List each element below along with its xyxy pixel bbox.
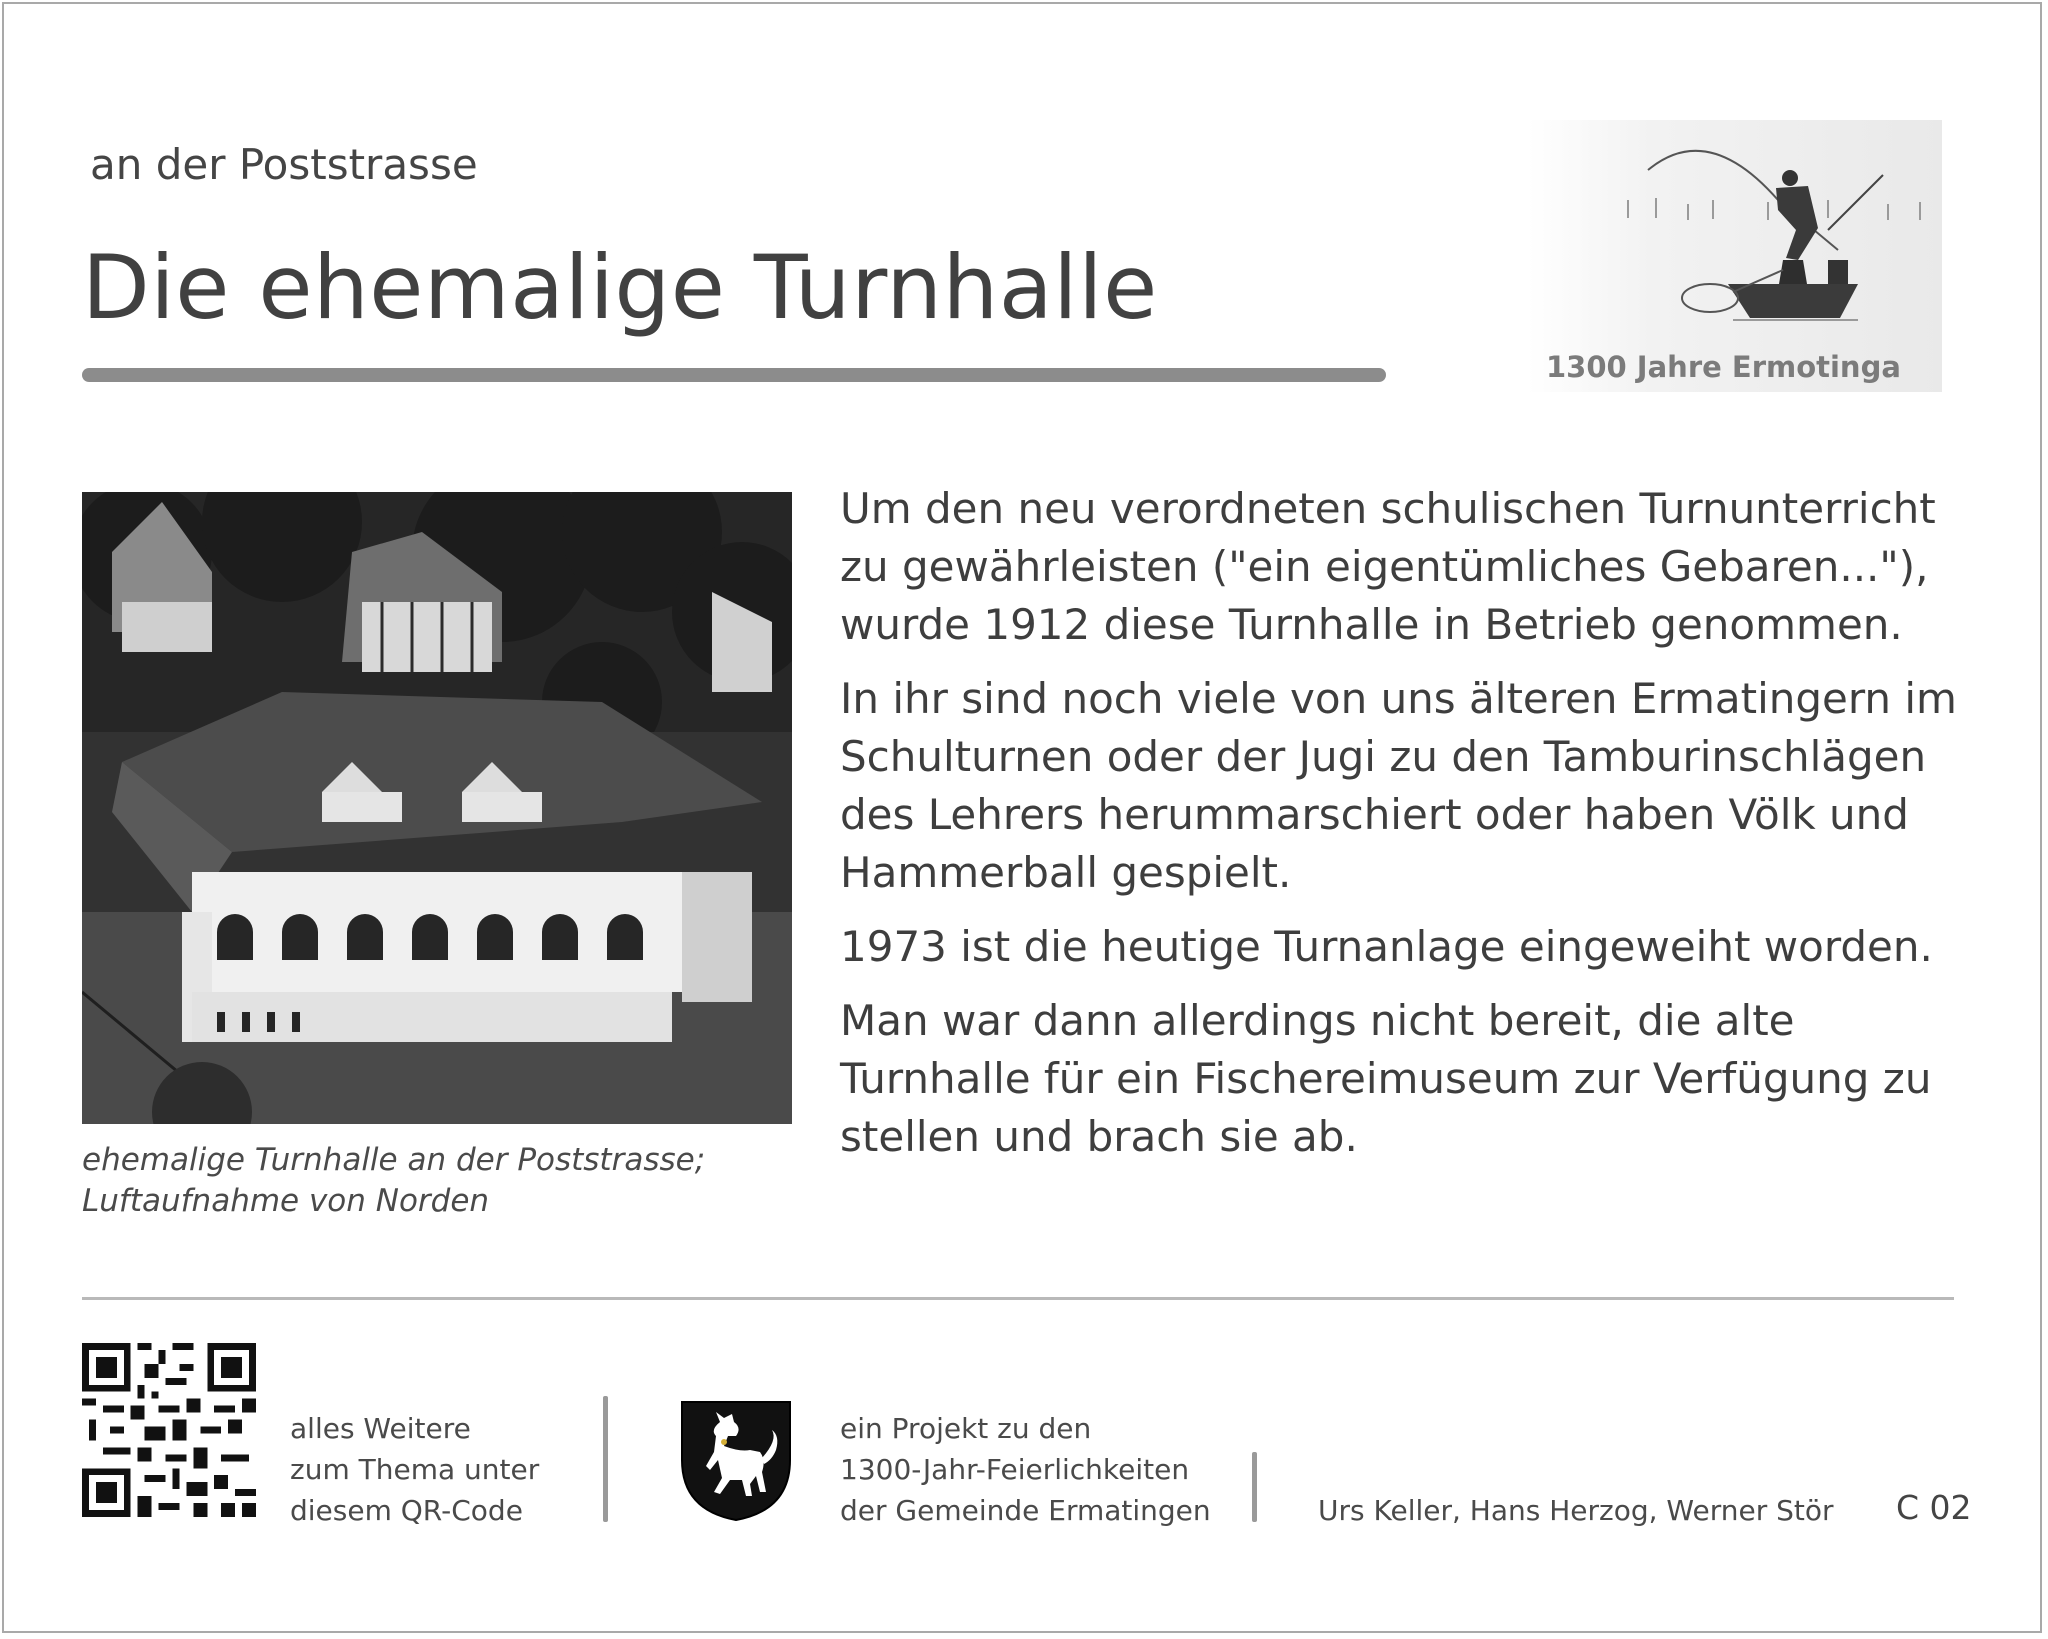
project-text-line-1: ein Projekt zu den <box>840 1412 1092 1445</box>
footer-separator-1 <box>603 1396 608 1522</box>
qr-text-line-3: diesem QR-Code <box>290 1494 523 1527</box>
paragraph-1: Um den neu verordneten schulischen Turnunterricht zu gewährleisten ("ein eigentümliches Gebaren..."), wurde 1912 diese Turnhalle in Betrieb genommen. <box>840 484 1936 649</box>
title-underline <box>82 368 1386 382</box>
page-title: Die ehemalige Turnhalle <box>82 236 1158 339</box>
body-text <box>840 480 1970 1182</box>
ermatingen-coat-of-arms <box>680 1400 792 1522</box>
paragraph-4: Man war dann allerdings nicht bereit, die alte Turnhalle für ein Fischereimuseum zur Verfügung zu stellen und brach sie ab. <box>840 996 1932 1161</box>
sign-code: C 02 <box>1896 1488 1972 1527</box>
project-text-line-2: 1300-Jahr-Feierlichkeiten <box>840 1453 1190 1486</box>
qr-text-line-1: alles Weitere <box>290 1412 471 1445</box>
logo-caption: 1300 Jahre Ermotinga <box>1546 350 1901 384</box>
paragraph-3: 1973 ist die heutige Turnanlage eingeweiht worden. <box>840 922 1933 971</box>
photo-caption-line-2: Luftaufnahme von Norden <box>82 1183 490 1219</box>
footer-separator-2 <box>1252 1452 1257 1522</box>
project-text-line-3: der Gemeinde Ermatingen <box>840 1494 1211 1527</box>
paragraph-2: In ihr sind noch viele von uns älteren Ermatingern im Schulturnen oder der Jugi zu den Tamburinschlägen des Lehrers herummarschiert oder haben Völk und Hammerball gespielt. <box>840 674 1957 897</box>
project-description <box>840 1408 1211 1531</box>
footer-divider <box>82 1297 1954 1300</box>
qr-text-line-2: zum Thema unter <box>290 1453 540 1486</box>
subtitle: an der Poststrasse <box>90 140 478 189</box>
authors: Urs Keller, Hans Herzog, Werner Stör <box>1318 1494 1834 1527</box>
photo-caption-line-1: ehemalige Turnhalle an der Poststrasse; <box>82 1142 706 1178</box>
gym-hall-photo <box>82 492 792 1124</box>
photo-caption <box>82 1140 802 1222</box>
qr-code[interactable] <box>82 1343 256 1517</box>
qr-description <box>290 1408 539 1531</box>
